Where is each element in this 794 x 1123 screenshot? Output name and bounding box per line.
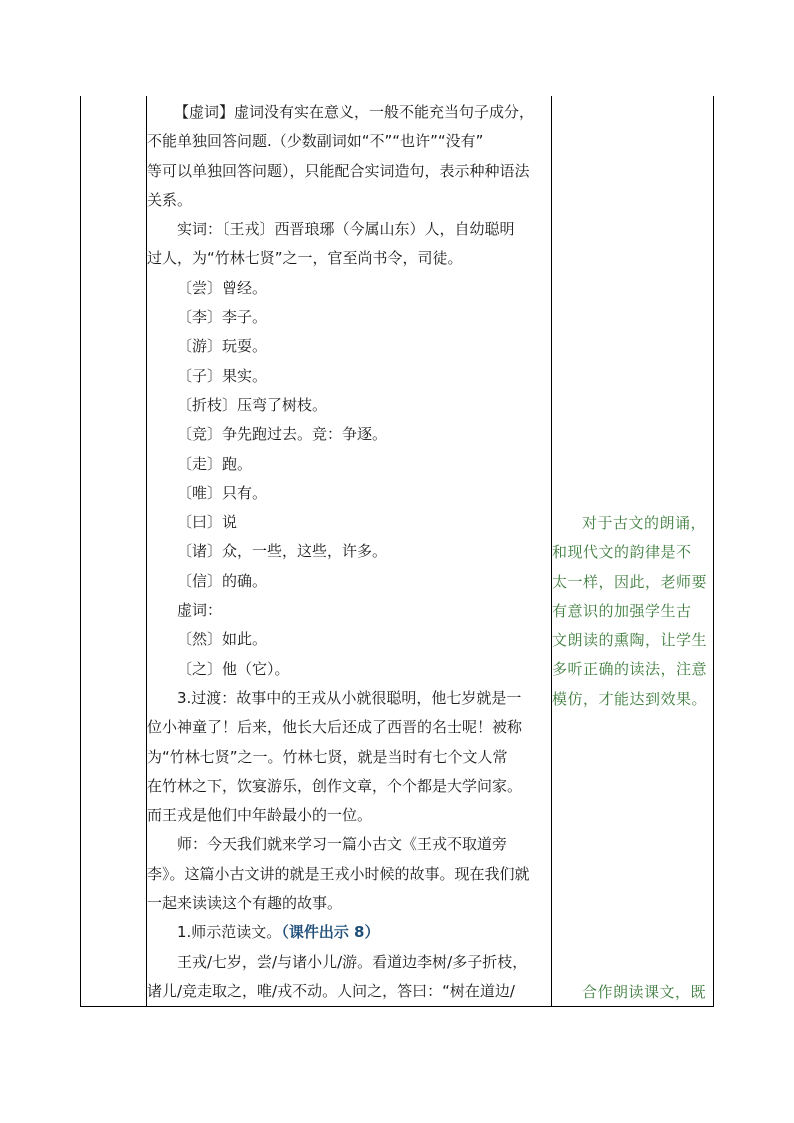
note-line: 有意识的加强学生古 <box>552 601 692 620</box>
content-line: 在竹林之下，饮宴游乐，创作文章，个个都是大学问家。 <box>147 776 523 795</box>
content-line: 为“竹林七贤”之一。竹林七贤，就是当时有七个文人常 <box>147 747 508 766</box>
note-line: 多听正确的读法，注意 <box>552 660 708 679</box>
teaching-notes-column <box>552 509 713 714</box>
teaching-notes-block2 <box>552 978 713 1007</box>
content-line: 师：今天我们就来学习一篇小古文《王戎不取道旁 <box>177 835 508 854</box>
content-line: 〔走〕跑。 <box>177 454 253 473</box>
content-line: 〔诸〕众，一些，这些，许多。 <box>177 542 388 561</box>
content-line: 〔曰〕说 <box>177 513 238 532</box>
content-line: 3.过渡：故事中的王戎从小就很聪明，他七岁就是一 <box>177 688 522 707</box>
note-line: 和现代文的韵律是不 <box>552 543 692 562</box>
content-line: 过人，为“竹林七贤”之一，官至尚书令，司徒。 <box>147 249 463 268</box>
step-line <box>147 918 551 947</box>
note-line: 模仿，才能达到效果。 <box>552 689 708 708</box>
content-line: 等可以单独回答问题），只能配合实词造句，表示种种语法 <box>147 161 530 180</box>
content-line: 关系。 <box>147 190 193 209</box>
content-line: 〔竞〕争先跑过去。竞：争逐。 <box>177 425 388 444</box>
table-border-right <box>713 96 714 1007</box>
content-line: 〔信〕的确。 <box>177 571 268 590</box>
step-text: 1.师示范读文。 <box>177 923 282 942</box>
note-line: 太一样，因此，老师要 <box>552 572 708 591</box>
lesson-content-column <box>147 98 551 1006</box>
content-line: 〔折枝〕压弯了树枝。 <box>177 395 328 414</box>
content-line: 实词：〔王戎〕西晋琅琊（今属山东）人，自幼聪明 <box>177 220 515 239</box>
content-line: 〔然〕如此。 <box>177 630 268 649</box>
note-line: 文朗读的熏陶，让学生 <box>552 631 708 650</box>
content-line: 虚词： <box>177 601 223 620</box>
content-line: 不能单独回答问题.（少数副词如“不”“也许”“没有” <box>147 132 484 151</box>
content-line: 一起来读读这个有趣的故事。 <box>147 894 343 913</box>
courseware-highlight: （课件出示 8） <box>281 923 380 942</box>
content-line: 〔之〕他（它）。 <box>177 659 290 678</box>
content-line: 〔子〕果实。 <box>177 366 268 385</box>
poem-line: 诸儿/竞走取之，唯/戎不动。人问之，答曰：“树在道边/ <box>147 981 515 1000</box>
content-line: 而王戎是他们中年龄最小的一位。 <box>147 806 373 825</box>
poem-line: 王戎/七岁，尝/与诸小儿/游。看道边李树/多子折枝， <box>177 952 528 971</box>
note-line: 对于古文的朗诵， <box>582 514 707 532</box>
content-line: 〔尝〕曾经。 <box>177 278 268 297</box>
table-border-left <box>80 96 81 1007</box>
content-line: 位小神童了！后来，他长大后还成了西晋的名士呢！被称 <box>147 718 523 737</box>
content-line: 李》。这篇小古文讲的就是王戎小时候的故事。现在我们就 <box>147 864 530 883</box>
content-line: 〔唯〕只有。 <box>177 483 268 502</box>
content-line: 【虚词】虚词没有实在意义，一般不能充当句子成分， <box>174 103 535 121</box>
content-line: 〔游〕玩耍。 <box>177 337 268 356</box>
content-line: 〔李〕李子。 <box>177 308 268 327</box>
note-line: 合作朗读课文，既 <box>582 983 707 1001</box>
